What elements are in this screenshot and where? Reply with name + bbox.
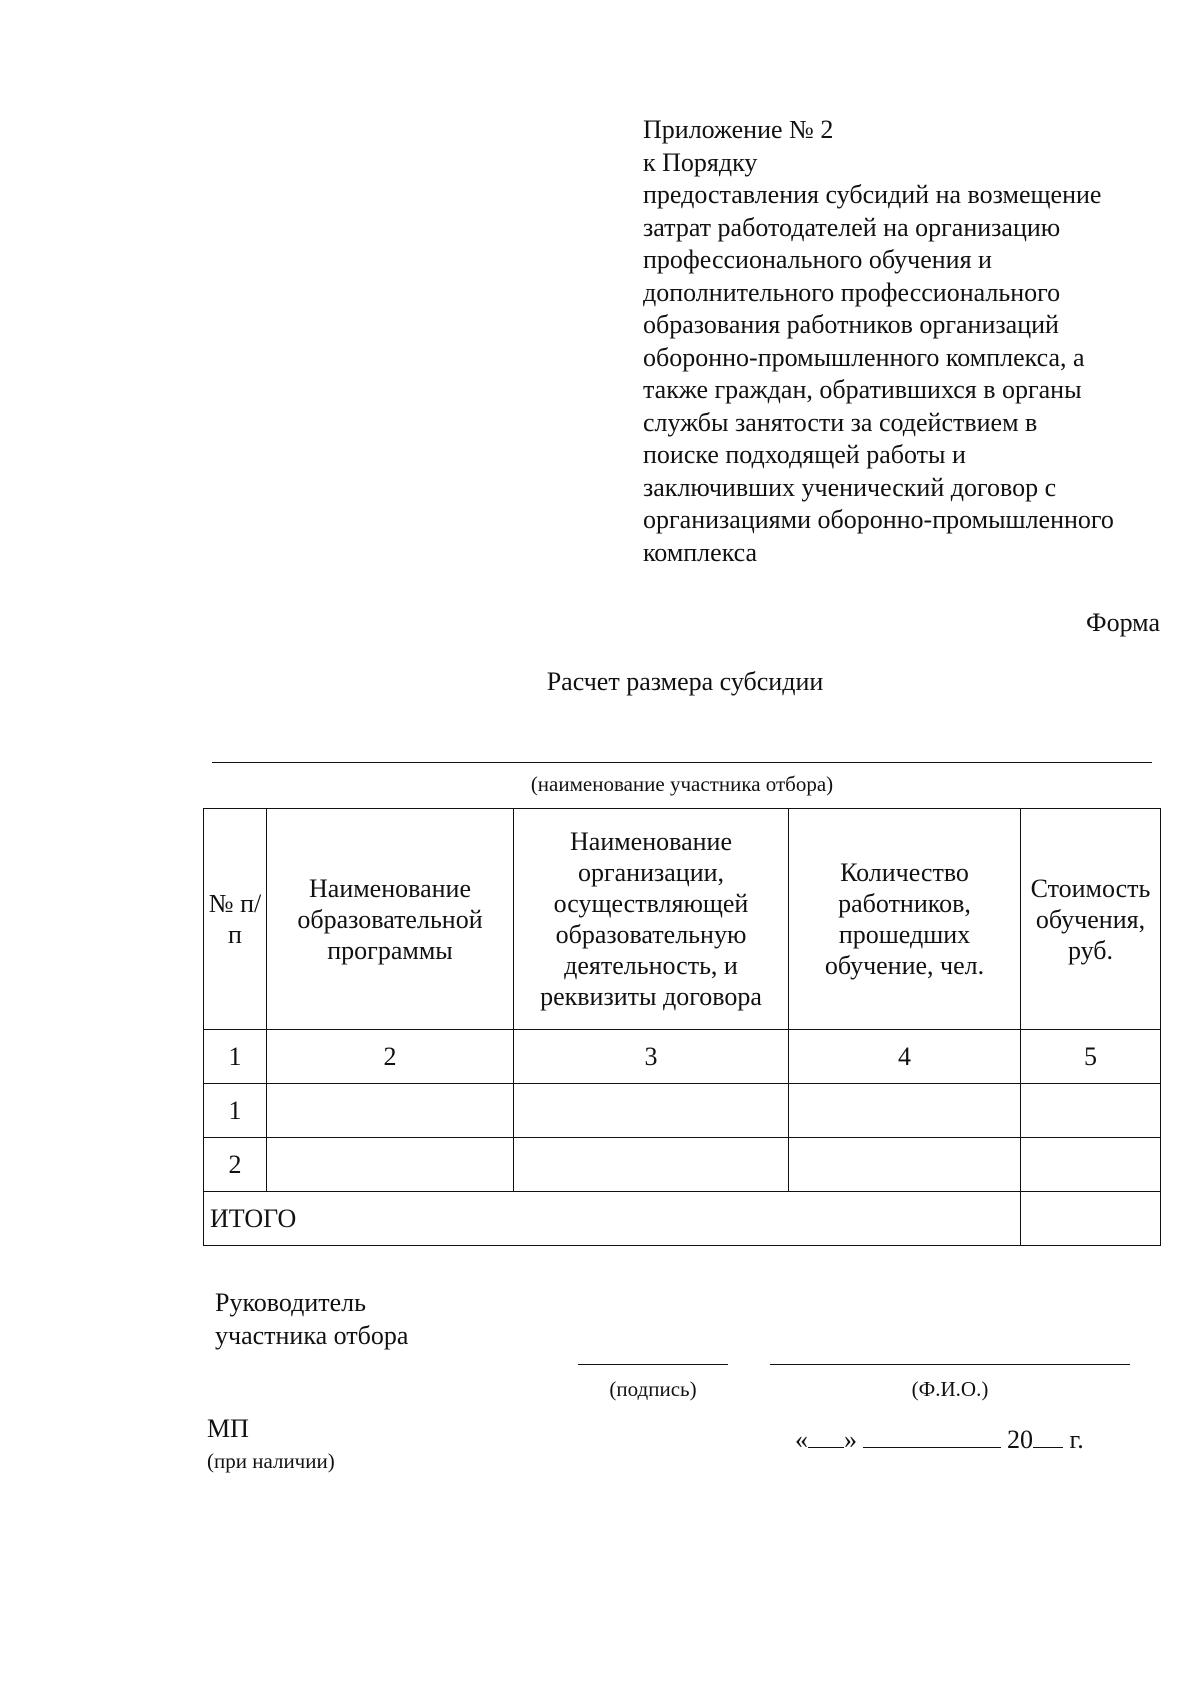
appendix-line: организациями оборонно-промышленного [643, 505, 1114, 534]
appendix-line: затрат работодателей на организацию [643, 212, 1061, 242]
appendix-line: комплекса [643, 537, 758, 567]
appendix-line: поиске подходящей работы и [643, 440, 966, 469]
table-row [204, 1084, 1161, 1138]
participant-name-line[interactable] [212, 762, 1152, 763]
employee-count-cell[interactable] [789, 1138, 1021, 1192]
training-cost-cell[interactable] [1021, 1138, 1161, 1192]
appendix-line: образования работников организаций [643, 310, 1059, 339]
document-title: Расчет размера субсидии [546, 667, 824, 696]
signature-caption: (подпись) [609, 1377, 697, 1401]
total-label: ИТОГО [204, 1192, 1021, 1246]
column-number-row [204, 1030, 1161, 1084]
column-number: 3 [514, 1030, 789, 1084]
column-number: 1 [204, 1030, 267, 1084]
employee-count-cell[interactable] [789, 1084, 1021, 1138]
head-of-participant [215, 1286, 408, 1352]
date-month-blank[interactable] [863, 1425, 1001, 1448]
row-number: 2 [204, 1138, 267, 1192]
column-number: 2 [267, 1030, 514, 1084]
program-name-cell[interactable] [267, 1138, 514, 1192]
stamp-note: (при наличии) [207, 1449, 335, 1473]
header-organization: Наименование организации, осуществляющей образовательную деятельность, и реквизиты договора [514, 809, 789, 1030]
date-day-blank[interactable] [808, 1425, 844, 1448]
head-title-line: участника отбора [215, 1321, 409, 1350]
table-header-row [204, 809, 1161, 1030]
date-year-blank[interactable] [1033, 1425, 1063, 1448]
head-title-line: Руководитель [215, 1288, 366, 1317]
appendix-line: заключивших ученический договор с [643, 472, 1057, 502]
header-program-name: Наименование образовательной программы [267, 809, 514, 1030]
column-number: 4 [789, 1030, 1021, 1084]
header-training-cost: Стоимость обучения, руб. [1021, 809, 1161, 1030]
header-number: № п/п [204, 809, 267, 1030]
date-year-suffix: г. [1069, 1425, 1084, 1454]
date-open-quote: « [795, 1425, 808, 1454]
total-value-cell[interactable] [1021, 1192, 1161, 1246]
organization-cell[interactable] [514, 1138, 789, 1192]
signature-line[interactable] [578, 1364, 728, 1365]
table-row [204, 1138, 1161, 1192]
column-number: 5 [1021, 1030, 1161, 1084]
organization-cell[interactable] [514, 1084, 789, 1138]
form-label: Форма [1086, 608, 1160, 637]
date-field [795, 1425, 1084, 1455]
appendix-line: к Порядку [643, 147, 758, 177]
row-number: 1 [204, 1084, 267, 1138]
appendix-line: профессионального обучения и [643, 245, 992, 274]
appendix-line: оборонно-промышленного комплекса, а [643, 342, 1085, 372]
appendix-line: Приложение № 2 [643, 115, 834, 144]
fio-line[interactable] [770, 1364, 1130, 1365]
appendix-line: предоставления субсидий на возмещение [643, 180, 1102, 209]
program-name-cell[interactable] [267, 1084, 514, 1138]
subsidy-calculation-table [203, 808, 1161, 1246]
training-cost-cell[interactable] [1021, 1084, 1161, 1138]
fio-caption: (Ф.И.О.) [911, 1377, 989, 1401]
total-row [204, 1192, 1161, 1246]
appendix-line: дополнительного профессионального [643, 277, 1061, 307]
stamp-label: МП [207, 1414, 249, 1443]
appendix-line: также граждан, обратившихся в органы [643, 375, 1082, 404]
header-employee-count: Количество работников, прошедших обучение, чел. [789, 809, 1021, 1030]
participant-name-caption: (наименование участника отбора) [530, 772, 834, 796]
date-close-quote: » [844, 1425, 857, 1454]
date-year-prefix: 20 [1007, 1425, 1033, 1454]
appendix-block [643, 114, 1163, 569]
appendix-line: службы занятости за содействием в [643, 407, 1038, 437]
